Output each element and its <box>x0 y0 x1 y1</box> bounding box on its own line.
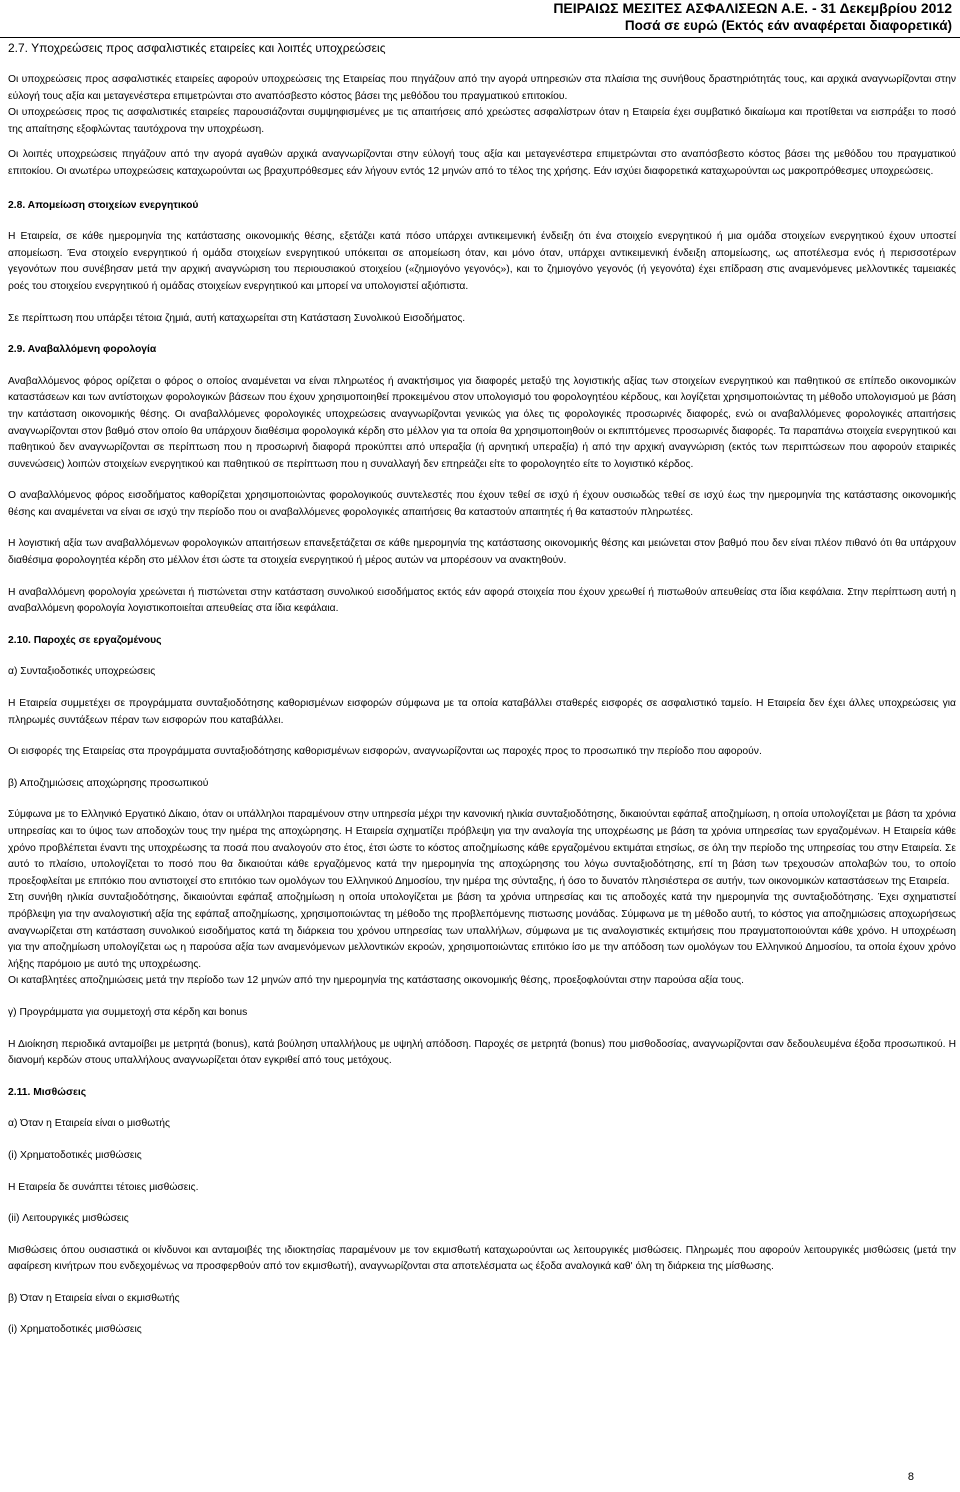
header-rule <box>0 37 960 38</box>
company-line: ΠΕΙΡΑΙΩΣ ΜΕΣΙΤΕΣ ΑΣΦΑΛΙΣΕΩΝ Α.Ε. - 31 Δεκεμβρίου 2012 <box>553 0 952 16</box>
paragraph: Η αναβαλλόμενη φορολογία χρεώνεται ή πιστώνεται στην κατάσταση συνολικού εισοδήματος εκτός εάν αφορά στοιχεία που έχουν χρεωθεί ή πιστωθούν απευθείας στα ίδια κεφάλαια. Στην περίπτωση αυτή η αναβαλλόμενη φορολογία λογιστικοποιείται απευθείας στα ίδια κεφάλαια. <box>8 586 956 615</box>
paragraph: Οι εισφορές της Εταιρείας στα προγράμματα συνταξιοδότησης καθορισμένων εισφορών, αναγνωρίζονται ως παροχές προς το προσωπικό την περίοδο που αφορούν. <box>8 746 762 758</box>
section-2-8-title: 2.8. Απομείωση στοιχείων ενεργητικού <box>8 199 199 211</box>
subsection-title: γ) Προγράμματα για συμμετοχή στα κέρδη και bonus <box>8 1006 248 1018</box>
document-body <box>8 72 956 1339</box>
section-2-11-title: 2.11. Μισθώσεις <box>8 1086 87 1098</box>
page-header <box>553 0 952 35</box>
paragraph: Η Εταιρεία συμμετέχει σε προγράμματα συνταξιοδότησης καθορισμένων εισφορών σύμφωνα με τα οποία καταβάλλει σταθερές εισφορές σε ασφαλιστικό ταμείο. Η Εταιρεία δεν έχει άλλες υποχρεώσεις για πληρωμές συντάξεων πέραν των εισφορών που καταβάλλει. <box>8 698 956 726</box>
paragraph: Σε περίπτωση που υπάρξει τέτοια ζημιά, αυτή καταχωρείται στη Κατάσταση Συνολικού Εισοδήματος. <box>8 312 466 324</box>
paragraph: Αναβαλλόμενος φόρος ορίζεται ο φόρος ο οποίος αναμένεται να είναι πληρωτέος ή ανακτήσιμος για διαφορές μεταξύ της λογιστικής αξίας των στοιχείων ενεργητικού και παθητικού σε επίπεδο οικονομικών καταστάσεων και των αντίστοιχων φορολογικών βάσεων που έχουν χρησιμοποιηθεί προκειμένου στον υπολογισμό του φορολογητέου κέρδους, και λογίζεται χρησιμοποιώντας τη μέθοδο υπολογισμού με βάση την κατάσταση οικονομικής θέσης. Οι αναβαλλόμενες φορολογικές υποχρεώσεις αναγνωρίζονται γενικώς για όλες τις φορολογικές προσωρινές διαφορές, ενώ οι αναβαλλόμενες φορολογικές απαιτήσεις αναγνωρίζονται στον βαθμό στον οποίο θα υπάρχουν διαθέσιμα φορολογικά κέρδη στο μέλλον για τα οποία θα χρησιμοποιηθούν οι εκπιπτόμενες προσωρινές διαφορές. Τα παραπάνω στοιχεία ενεργητικού και παθητικού δεν αναγνωρίζονται σε περίπτωση που η προσωρινή διαφορά προκύπτει από υπεραξία (ή αρνητική υπεραξία) ή από την αρχική αναγνώριση (εκτός των περιπτώσεων που αφορούν εταιρικές συνενώσεις) λοιπών στοιχείων ενεργητικού και παθητικού σε περίπτωση που η συναλλαγή δεν επηρεάζει είτε το φορολογητέο είτε το λογιστικό κέρδος. <box>8 375 956 470</box>
subsection-title: (ii) Λειτουργικές μισθώσεις <box>8 1213 129 1225</box>
paragraph: Σύμφωνα με το Ελληνικό Εργατικό Δίκαιο, όταν οι υπάλληλοι παραμένουν στην υπηρεσία μέχρι την κανονική ηλικία συνταξιοδότησης, δικαιούνται εφάπαξ αποζημίωση, η οποία υπολογίζεται με βάση τα χρόνια υπηρεσίας και το ύψος των αποδοχών τους την ημέρα της αποχώρησης. Η Εταιρεία σχηματίζει πρόβλεψη για την αναλογία της υποχρέωσης με βάση τα χρόνια υπηρεσίας των εργαζομένων. Η Εταιρεία κάθε χρόνο προβλέπεται έναντι της υποχρέωσης τα ποσά που αναλογούν στο έτος, έτσι ώστε το κόστος αποζημίωσης κάθε εργαζομένου εκτιμάται ετησίως, σε όλη την περίοδο της υπηρεσίας του στην Εταιρεία. Σε αυτό το πλαίσιο, υπολογίζεται το ποσό που θα δικαιούται κάθε εργαζόμενος κατά την ημερομηνία της αποχώρησης του λόγω συνταξιοδότησης, επί τη βάση των τρεχουσών απολαβών του, το οποίο προεξοφλείται με επιτόκιο που αντιστοιχεί στο επιτόκιο των ομολόγων του Ελληνικού Δημοσίου, την ημέρα της σύνταξης, ή όσο το δυνατόν πλησιέστερα σε αυτήν, των οικονομικών καταστάσεων της Εταιρεία. <box>8 809 956 887</box>
section-2-7-title: 2.7. Υποχρεώσεις προς ασφαλιστικές εταιρείες και λοιπές υποχρεώσεις <box>8 41 386 55</box>
paragraph: Ο αναβαλλόμενος φόρος εισοδήματος καθορίζεται χρησιμοποιώντας φορολογικούς συντελεστές που έχουν τεθεί σε ισχύ ή έχουν ουσιωδώς τεθεί σε ισχύ έως την ημερομηνία της κατάστασης οικονομικής θέσης και αναμένεται να είναι σε ισχύ την περίοδο που οι αναβαλλόμενες φορολογικές απαιτήσεις θα καταστούν απαιτητές ή θα καταστούν πληρωτέες. <box>8 490 956 518</box>
paragraph: Οι λοιπές υποχρεώσεις πηγάζουν από την αγορά αγαθών αρχικά αναγνωρίζονται στην εύλογή τους αξία και μεταγενέστερα επιμετρώνται στο αναπόσβεστο κόστος βάσει της μεθόδου του πραγματικού επιτοκίου. Οι ανωτέρω υποχρεώσεις καταχωρούνται ως βραχυπρόθεσμες εάν λήγουν εντός 12 μηνών από το τέλος της χρήσης. Εάν ισχύει διαφορετικά καταχωρούνται ως μακροπρόθεσμες υποχρεώσεις. <box>8 149 956 177</box>
section-2-10-title: 2.10. Παροχές σε εργαζομένους <box>8 634 162 646</box>
subsection-title: β) Αποζημιώσεις αποχώρησης προσωπικού <box>8 777 209 789</box>
subsection-title: (i) Χρηματοδοτικές μισθώσεις <box>8 1149 142 1161</box>
paragraph: Η λογιστική αξία των αναβαλλόμενων φορολογικών απαιτήσεων επανεξετάζεται σε κάθε ημερομηνία της κατάστασης οικονομικής θέσης και μειώνεται στον βαθμό που δεν είναι πλέον πιθανό ότι θα υπάρχουν διαθέσιμα φορολογητέα κέρδη στο μέλλον έτσι ώστε τα στοιχεία ενεργητικού ή μέρος αυτών να μπορέσουν να ανακτηθούν. <box>8 538 956 567</box>
subsection-title: α) Συνταξιοδοτικές υποχρεώσεις <box>8 666 156 678</box>
paragraph: Η Διοίκηση περιοδικά ανταμοίβει με μετρητά (bonus), κατά βούληση υπαλλήλους με υψηλή απόδοση. Παροχές σε μετρητά (bonus) που μισθοδοσίας, αναγνωρίζονται σαν δεδουλευμένα έξοδα προσωπικού. Η διανομή κερδών στους υπαλλήλους αναγνωρίζεται όταν εγκριθεί από τους μετόχους. <box>8 1038 956 1067</box>
page-number: 8 <box>907 1471 914 1483</box>
paragraph: Οι καταβλητέες αποζημιώσεις μετά την περίοδο των 12 μηνών από την ημερομηνία της κατάστασης οικονομικής θέσης, προεξοφλούνται στην παρούσα αξία τους. <box>8 975 744 987</box>
paragraph: Η Εταιρεία, σε κάθε ημερομηνία της κατάστασης οικονομικής θέσης, εξετάζει κατά πόσο υπάρχει αντικειμενική ένδειξη ότι ένα στοιχείο ενεργητικού ή μια ομάδα στοιχείων ενεργητικού έχουν υποστεί απομείωση. Ένα στοιχείο ενεργητικού ή ομάδα στοιχείων ενεργητικού υπόκειται σε απομείωση όταν, και μόνο όταν, υπάρχει αντικειμενική ένδειξη απομείωσης, ως αποτέλεσμα ενός ή περισσοτέρων γεγονότων που συνέβησαν μετά την αρχική αναγνώριση του περιουσιακού στοιχείου («ζημιογόνο γεγονός»), και το ζημιογόνο γεγονός (ή γεγονότα) έχει επίδραση στις αναμενόμενες μελλοντικές ταμειακές ροές του στοιχείου ενεργητικού ή ομάδας στοιχείων ενεργητικού και μπορεί να υπολογιστεί αξιόπιστα. <box>8 231 956 292</box>
paragraph: Η Εταιρεία δε συνάπτει τέτοιες μισθώσεις. <box>8 1181 199 1193</box>
currency-line: Ποσά σε ευρώ (Εκτός εάν αναφέρεται διαφορετικά) <box>624 18 952 33</box>
subsection-title: β) Όταν η Εταιρεία είναι ο εκμισθωτής <box>8 1292 180 1304</box>
subsection-title: (i) Χρηματοδοτικές μισθώσεις <box>8 1324 142 1336</box>
subsection-title: α) Όταν η Εταιρεία είναι ο μισθωτής <box>8 1118 170 1130</box>
paragraph: Οι υποχρεώσεις προς τις ασφαλιστικές εταιρείες παρουσιάζονται συμψηφισμένες με τις απαιτήσεις από χρεώστες ασφαλίστρων όταν η Εταιρεία έχει συμβατικό δικαίωμα και προτίθεται να εισπράξει το ποσό της απαίτησης εξοφλώντας ταυτόχρονα την υποχρέωση. <box>8 107 956 135</box>
section-2-9-title: 2.9. Αναβαλλόμενη φορολογία <box>8 344 157 356</box>
paragraph: Οι υποχρεώσεις προς ασφαλιστικές εταιρείες αφορούν υποχρεώσεις της Εταιρείας που πηγάζουν από την αγορά υπηρεσιών στα πλαίσια της συνήθους δραστηριότητάς τους, και αρχικά αναγνωρίζονται στην εύλογή τους αξία και μεταγενέστερα επιμετρώνται στο αναπόσβεστο κόστος βάσει της μεθόδου του πραγματικού επιτοκίου. <box>8 74 956 102</box>
paragraph: Μισθώσεις όπου ουσιαστικά οι κίνδυνοι και ανταμοιβές της ιδιοκτησίας παραμένουν με τον εκμισθωτή καταχωρούνται ως λειτουργικές μισθώσεις. Πληρωμές που αφορούν λειτουργικές μισθώσεις (μετά την αφαίρεση κινήτρων που ενδεχομένως να προσφερθούν από τον εκμισθωτή), αναγνωρίζονται στα αποτελέσματα ως έξοδα αναλογικά καθ' όλη τη διάρκεια της μίσθωσης. <box>8 1244 956 1273</box>
paragraph: Στη συνήθη ηλικία συνταξιοδότησης, δικαιούνται εφάπαξ αποζημίωση η οποία υπολογίζεται με βάση τα χρόνια υπηρεσίας και τις αποδοχές κατά την ημερομηνία της συνταξιοδότησης. Έχει σχηματιστεί πρόβλεψη για την αναλογιστική αξία της εφάπαξ αποζημίωσης, χρησιμοποιώντας τη μέθοδο της προβλεπόμενης πιστωσης μονάδας. Σύμφωνα με τη μέθοδο αυτή, το κόστος για αποζημιώσεις αποχωρήσεως αναγνωρίζεται στη κατάσταση συνολικού εισοδήματος κατά τη διάρκεια του χρόνου υπηρεσίας των υπαλλήλων, σύμφωνα με τις αναλογιστικές εκτιμήσεις που πραγματοποιούνται κάθε χρόνο. Η υποχρέωση για την αποζημίωση υπολογίζεται ως η παρούσα αξία των αναμενόμενων μελλοντικών εκροών, χρησιμοποιώντας επιτόκιο ίσο με την απόδοση των ομολόγων του Ελληνικού Δημοσίου, τα οποία έχουν χρόνο λήξης παρόμοιο με αυτό της υποχρέωσης. <box>8 892 956 970</box>
